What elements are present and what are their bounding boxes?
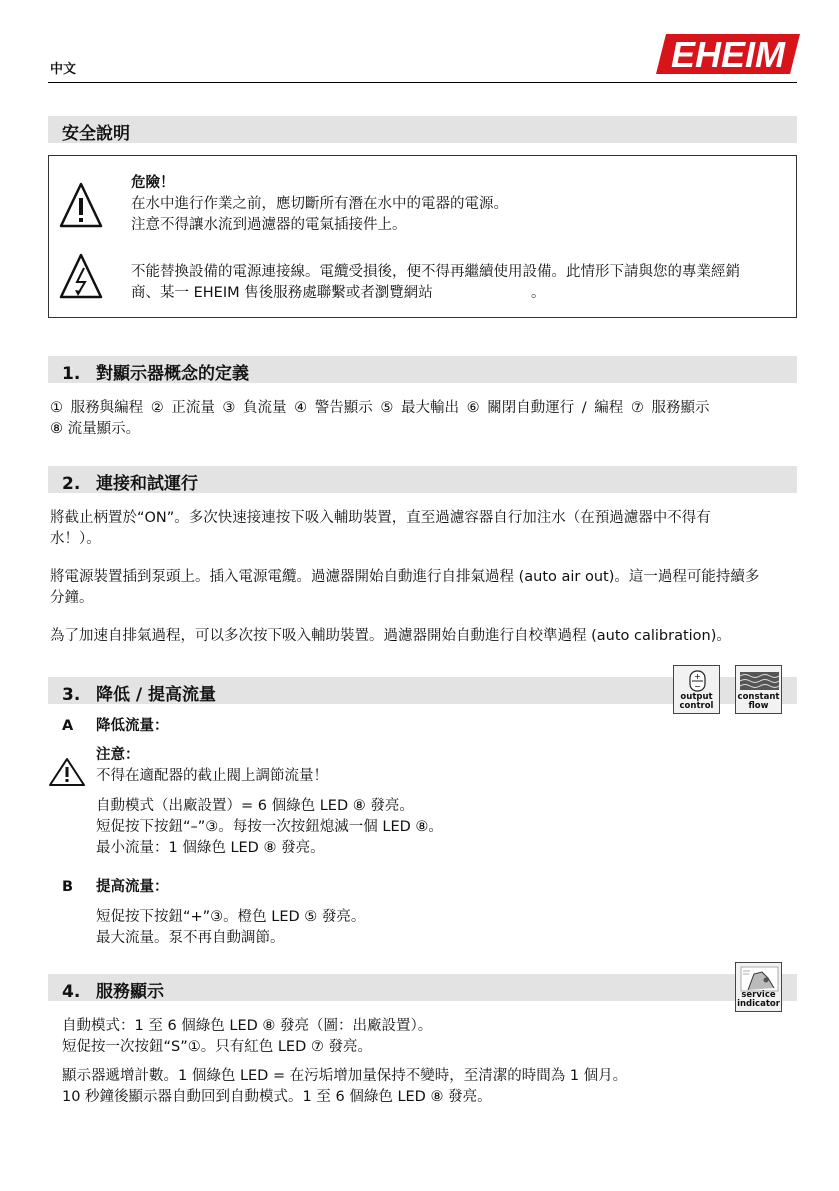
subsection-b-title: 提高流量： xyxy=(96,879,169,895)
section-4-heading-band xyxy=(48,974,797,1001)
header-divider xyxy=(48,82,797,83)
setup-paragraph-3: 為了加速自排氣過程，可以多次按下吸入輔助裝置。過濾器開始自動進行自校準過程 (auto calibration)。 xyxy=(50,628,731,644)
section-2-title: 連接和試運行 xyxy=(96,474,198,494)
service-paragraph-1: 自動模式：1 至 6 個綠色 LED ⑧ 發亮（圖：出廠設置）。 xyxy=(62,1018,433,1034)
increase-flow-step-1: 短促按下按鈕“+”③。橙色 LED ⑤ 發亮。 xyxy=(96,909,366,925)
section-4-number: 4. xyxy=(62,982,81,1002)
subsection-a-letter: A xyxy=(62,718,74,734)
safety-line-4-end: 。 xyxy=(531,285,546,301)
safety-line-2: 注意不得讓水流到過濾器的電氣插接件上。 xyxy=(131,217,407,233)
setup-paragraph-2b: 分鐘。 xyxy=(50,590,94,606)
warning-triangle-icon xyxy=(59,181,103,229)
section-4-title: 服務顯示 xyxy=(96,982,164,1002)
danger-label: 危險！ xyxy=(131,175,175,191)
safety-line-4: 商、某一 EHEIM 售後服務處聯繫或者瀏覽網站 xyxy=(131,285,433,301)
section-1-title: 對顯示器概念的定義 xyxy=(96,364,249,384)
constant-flow-label: constant flow xyxy=(737,692,780,711)
caution-icon xyxy=(48,757,86,787)
reduce-flow-step-2: 短促按下按鈕“–”③。每按一次按鈕熄滅一個 LED ⑧。 xyxy=(96,819,443,835)
note-text: 不得在適配器的截止閥上調節流量！ xyxy=(96,768,328,784)
setup-paragraph-2a: 將電源裝置插到泵頭上。插入電源電纜。過濾器開始自動進行自排氣過程 (auto air out)。這一過程可能持續多 xyxy=(50,569,760,585)
section-3-number: 3. xyxy=(62,685,81,705)
section-1-number: 1. xyxy=(62,364,81,384)
svg-text:−: − xyxy=(694,682,701,691)
service-indicator-icon xyxy=(735,962,782,1012)
safety-line-1: 在水中進行作業之前，應切斷所有潛在水中的電器的電源。 xyxy=(131,196,508,212)
reduce-flow-step-3: 最小流量：1 個綠色 LED ⑧ 發亮。 xyxy=(96,840,325,856)
display-definitions-line-1: ① 服務與編程 ② 正流量 ③ 負流量 ④ 警告顯示 ⑤ 最大輸出 ⑥ 關閉自動運行 / 編程 ⑦ 服務顯示 xyxy=(50,400,710,416)
safety-title: 安全說明 xyxy=(62,124,130,144)
svg-text:EHEIM: EHEIM xyxy=(670,34,786,74)
note-label: 注意： xyxy=(96,747,140,763)
electric-hazard-icon xyxy=(59,252,103,300)
subsection-a-title: 降低流量： xyxy=(96,718,169,734)
reduce-flow-step-1: 自動模式（出廠設置）= 6 個綠色 LED ⑧ 發亮。 xyxy=(96,798,414,814)
safety-heading-band xyxy=(48,116,797,143)
service-paragraph-4: 10 秒鐘後顯示器自動回到自動模式。1 至 6 個綠色 LED ⑧ 發亮。 xyxy=(62,1089,492,1105)
language-label: 中文 xyxy=(50,62,77,77)
subsection-b-letter: B xyxy=(62,879,74,895)
constant-flow-icon xyxy=(735,665,782,714)
setup-paragraph-1b: 水！）。 xyxy=(50,531,101,547)
svg-text:+: + xyxy=(694,672,701,681)
section-3-title: 降低 / 提高流量 xyxy=(96,685,217,705)
safety-line-3: 不能替換設備的電源連接線。電纜受損後，便不得再繼續使用設備。此情形下請與您的專業經銷 xyxy=(131,264,740,280)
service-paragraph-3: 顯示器遞增計數。1 個綠色 LED = 在污垢增加量保持不變時，至清潔的時間為 1 個月。 xyxy=(62,1068,628,1084)
section-2-number: 2. xyxy=(62,474,81,494)
setup-paragraph-1a: 將截止柄置於“ON”。多次快速接連按下吸入輔助裝置，直至過濾容器自行加注水（在預過濾器中不得有 xyxy=(50,510,711,526)
display-definitions-line-2: ⑧ 流量顯示。 xyxy=(50,421,141,437)
service-paragraph-2: 短促按一次按鈕“S”①。只有紅色 LED ⑦ 發亮。 xyxy=(62,1039,372,1055)
output-control-label: output control xyxy=(679,692,714,711)
increase-flow-step-2: 最大流量。泵不再自動調節。 xyxy=(96,930,285,946)
section-1-heading-band xyxy=(48,356,797,383)
service-indicator-label: service indicator xyxy=(737,990,780,1009)
output-control-icon xyxy=(673,665,720,714)
eheim-logo xyxy=(656,34,800,74)
section-2-heading-band xyxy=(48,466,797,493)
